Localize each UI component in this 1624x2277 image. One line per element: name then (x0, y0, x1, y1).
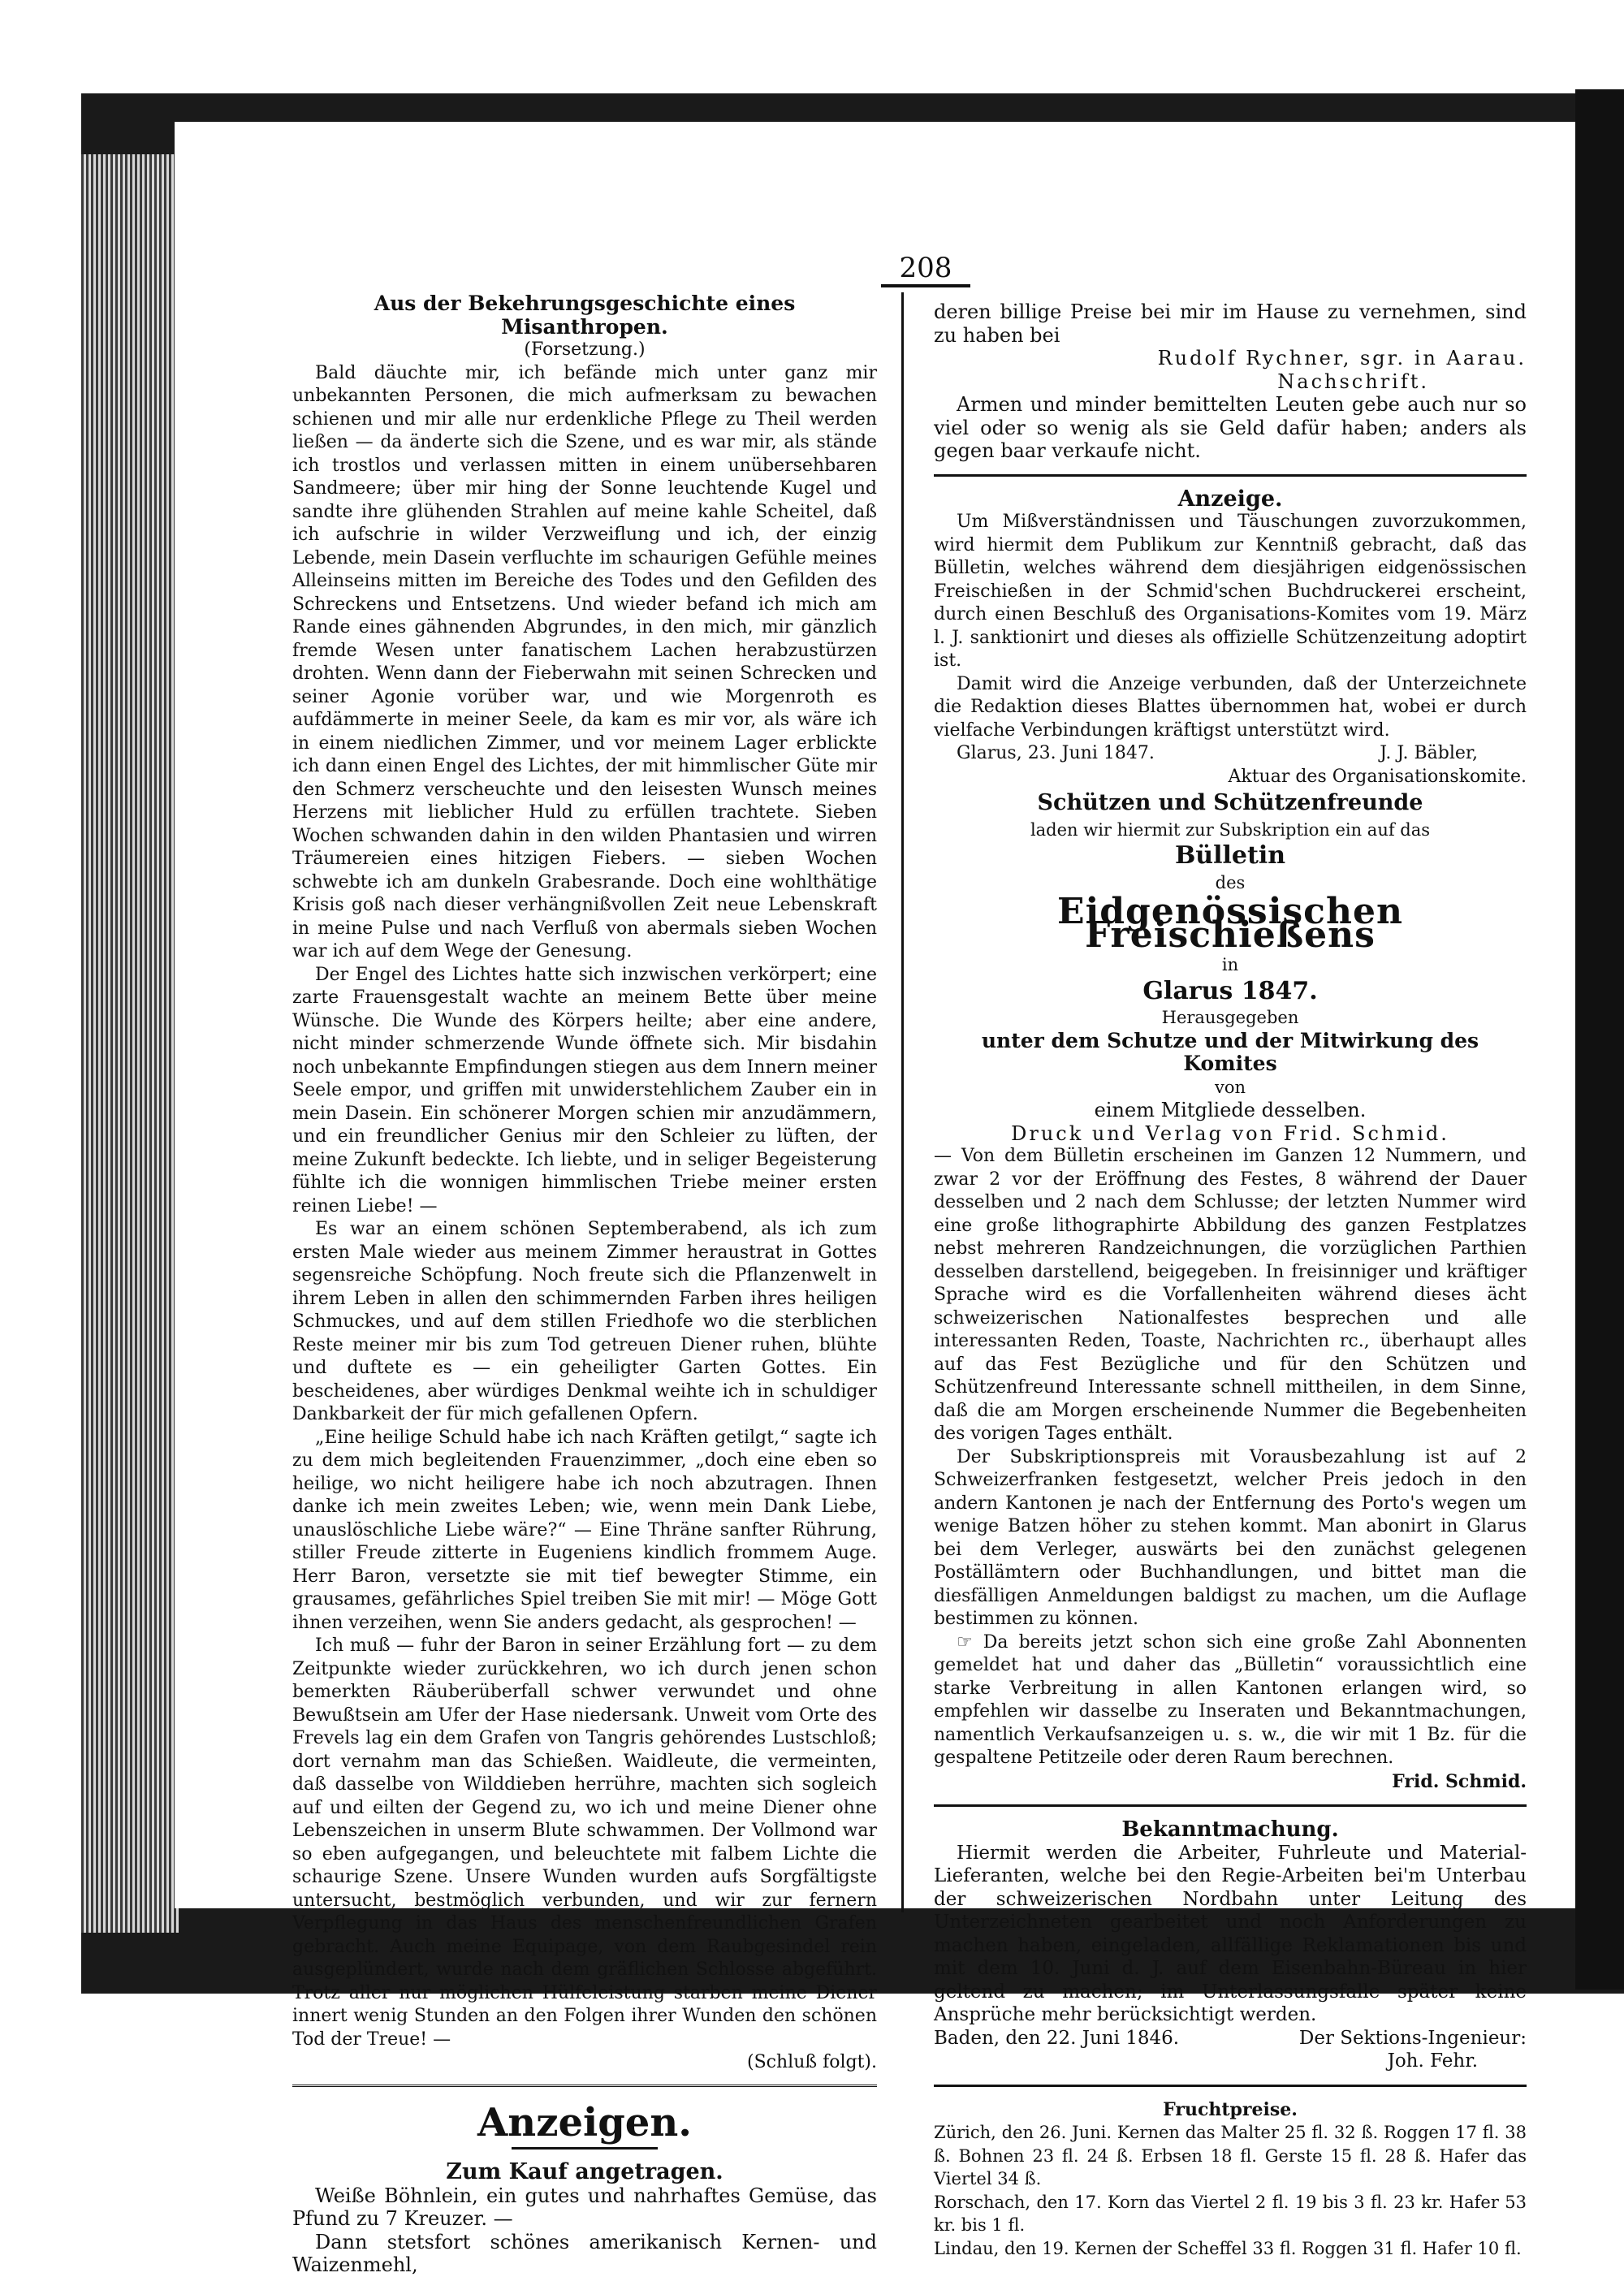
ad-paragraph: Dann stetsfort schönes amerikanisch Kernen- und Waizenmehl, (292, 2230, 877, 2276)
in-line: in (1221, 955, 1239, 974)
postscript-text: Armen und minder bemittelten Leuten gebe auch nur so viel oder so wenig als sie Geld dafür haben; anders als gegen baar verkaufe nicht. (934, 393, 1527, 462)
festival-title: Eidgenössischen Freischießens (1057, 891, 1403, 956)
right-column (934, 300, 1527, 2260)
story-paragraph: Ich muß — fuhr der Baron in seiner Erzählung fort — zu dem Zeitpunkte wieder zurückkehren, wo ich durch jenen schon bemerkten Räuberüberfall schwer verwundet und ohne Bewußtsein am Ufer der Hase niedersank. Unweit vom Orte des Frevels lag ein dem Grafen von Tangris gehörendes Lustschloß; dort vernahm man das Schießen. Waidleute, die vermeinten, daß dasselbe von Wilddieben herrühre, machten sich sogleich auf und eilten der Gegend zu, wo ich und meine Diener ohne Lebenszeichen in unserm Blute schwammen. Der Vollmond war so eben aufgegangen, und beleuchtete mit falbem Lichte die schaurige Szene. Unsere Wunden wurden aufs Sorgfältigste untersucht, bestmöglich verbunden, und wir zur fernern Verpflegung in das Haus des menschenfreundlichen Grafen gebracht. Auch meine Equipage, von dem Raubgesindel rein ausgeplündert, wurde nach dem gräflichen Schlosse abgeführt. Trotz aller nur möglichen Hülfeleistung starben meine Diener innert wenig Stunden an den Folgen ihrer Wunden den schönen Tod der Treue! — (292, 1635, 877, 2050)
grain-price-line: Zürich, den 26. Juni. Kernen das Malter 25 fl. 32 ß. Roggen 17 fl. 38 ß. Bohnen 23 fl. 24 ß. Erbsen 18 fl. Gerste 15 fl. 28 ß. Hafer das Viertel 34 ß. (934, 2123, 1527, 2188)
von-line: von (1214, 1077, 1246, 1097)
story-subtitle: (Forsetzung.) (524, 339, 646, 360)
notice-place-date: Glarus, 23. Juni 1847. (957, 743, 1155, 763)
postscript-label: Nachschrift. (1277, 369, 1429, 393)
patronage-line: unter dem Schutze und der Mitwirkung des Komites (981, 1028, 1479, 1075)
ad-continuation: deren billige Preise bei mir im Hause zu vernehmen, sind zu haben bei (934, 300, 1527, 347)
section-rule (934, 474, 1527, 477)
section-rule (934, 2085, 1527, 2087)
notice-signer-role: Aktuar des Organisationskomite. (1228, 766, 1527, 787)
announcement-signer-role: Der Sektions-Ingenieur: (1298, 2027, 1527, 2049)
column-divider (901, 292, 904, 1912)
shooters-heading: Schützen und Schützenfreunde (1037, 790, 1423, 815)
announcement-heading: Bekanntmachung. (1121, 1817, 1339, 1842)
scan-right-edge (1575, 89, 1624, 1990)
grain-price-line: Lindau, den 19. Kernen der Scheffel 33 fl. Roggen 31 fl. Hafer 10 fl. (934, 2238, 1522, 2258)
des-line: des (1215, 872, 1246, 892)
subscription-invite: laden wir hiermit zur Subskription ein auf das (1030, 819, 1431, 840)
ad-signature: Rudolf Rychner, sgr. in Aarau. (1157, 347, 1527, 369)
short-rule (512, 2147, 658, 2150)
section-rule (292, 2085, 877, 2090)
festival-place-year: Glarus 1847. (1142, 976, 1318, 1005)
printer-line: Druck und Verlag von Frid. Schmid. (1011, 1121, 1449, 1145)
story-paragraph: Der Engel des Lichtes hatte sich inzwischen verkörpert; eine zarte Frauensgestalt wachte an meinem Bette über meine Wünsche. Die Wunde des Körpers heilte; aber eine andere, nicht minder schmerzende Wunde öffnete sich. Mir bisdahin noch unbekannte Empfindungen stiegen aus dem Innern meiner Seele empor, und griffen mit unwiderstehlichem Zauber ein in mein Dasein. Ein schönerer Morgen schien mir anzudämmern, und ein freundlicher Genius mir den Schleier zu lüften, der meine Zukunft bedeckte. Ich liebte, und in seliger Begeisterung fühlte ich die wonnigen himmlischen Triebe meiner ersten reinen Liebe! — (292, 964, 877, 1216)
bulletin-paragraph: ☞ Da bereits jetzt schon sich eine große Zahl Abonnenten gemeldet hat und daher das „Bülletin“ voraussichtlich eine starke Verbreitung in allen Kantonen erlangen wird, so empfehlen wir dasselbe zu Inseraten und Bekanntmachungen, namentlich Verkaufsanzeigen u. s. w., die wir mit 1 Bz. für die gespaltene Petitzeile oder deren Raum berechnen. (934, 1631, 1527, 1768)
advertisements-heading: Anzeigen. (477, 2099, 692, 2145)
announcement-place-date: Baden, den 22. Juni 1846. (934, 2027, 1180, 2049)
grain-prices-heading: Fruchtpreise. (1163, 2098, 1298, 2120)
to-be-continued: (Schluß folgt). (747, 2052, 877, 2072)
notice-signer: J. J. Bäbler, (1380, 743, 1478, 763)
ad-paragraph: Weiße Böhnlein, ein gutes und nahrhaftes Gemüse, das Pfund zu 7 Kreuzer. — (292, 2184, 877, 2230)
grain-price-line: Rorschach, den 17. Korn das Viertel 2 fl. 19 bis 3 fl. 23 kr. Hafer 53 kr. bis 1 fl. (934, 2192, 1527, 2235)
bulletin-paragraph: Der Subskriptionspreis mit Vorausbezahlung ist auf 2 Schweizerfranken festgesetzt, welcher Preis jedoch in den andern Kantonen je nach der Entfernung des Porto's wegen um wenige Batzen höher zu stehen kommt. Man abonirt in Glarus bei dem Verleger, auswärts bei den zunächst gelegenen Poställämtern oder Buchhandlungen, und bittet man die diesfälligen Anmeldungen baldigst zu machen, um die Auflage bestimmen zu können. (934, 1446, 1527, 1629)
announcement-signer: Joh. Fehr. (1387, 2050, 1478, 2072)
bulletin-signature: Frid. Schmid. (1392, 1770, 1527, 1792)
notice-paragraph: Um Mißverständnissen und Täuschungen zuvorzukommen, wird hiermit dem Publikum zur Kenntniß gebracht, daß das Bülletin, welches während dem diesjährigen eidgenössischen Freischießen in der Schmid'schen Buchdruckerei erscheint, durch einen Beschluß des Organisations-Komites vom 19. März l. J. sanktionirt und dieses als offizielle Schützenzeitung adoptirt ist. (934, 512, 1527, 671)
notice-signature-row (934, 742, 1527, 766)
bulletin-paragraph: — Von dem Bülletin erscheinen im Ganzen 12 Nummern, und zwar 2 vor der Eröffnung des Festes, 8 während der Dauer desselben und 2 nach dem Schlusse; der letzten Nummer wird eine große lithographirte Abbildung des ganzen Festplatzes nebst mehreren Randzeichnungen, die vorzüglichen Parthien desselben darstellend, beigegeben. In freisinniger und kräftiger Sprache wird es die Vorfallenheiten während dieses ächt schweizerischen Nationalfestes besprechen und alle interessanten Reden, Toaste, Nachrichten rc., überhaupt alles auf das Fest Bezügliche und für den Schützen und Schützenfreund Interessante schnell mittheilen, in dem Sinne, daß die am Morgen erscheinende Nummer die Begebenheiten des vorigen Tages enthält. (934, 1146, 1527, 1444)
bulletin-title: Bülletin (1174, 841, 1286, 870)
page-number: 208 (881, 252, 970, 287)
announcement-paragraph: Hiermit werden die Arbeiter, Fuhrleute und Material-Lieferanten, welche bei den Regie-Arbeiten bei'm Unterbau der schweizerischen Nordbahn unter Leitung des Unterzeichneten gearbeitet und noch Anforderungen zu machen haben, eingeladen, allfällige Reklamationen bis und mit dem 10. Juni d. J. auf dem Eisenbahn-Büreau in hier geltend zu machen; im Unterlassungsfalle später keine Ansprüche mehr berücksichtigt werden. (934, 1842, 1527, 2025)
notice-heading: Anzeige. (1177, 486, 1283, 512)
publisher-note: Herausgegeben (1161, 1008, 1299, 1027)
member-line: einem Mitgliede desselben. (1094, 1099, 1367, 1121)
story-paragraph: „Eine heilige Schuld habe ich nach Kräften getilgt,“ sagte ich zu dem mich begleitenden Frauenzimmer, „doch eine eben so heilige, wo nicht heiligere habe ich noch abzutragen. Ihnen danke ich mein zweites Leben; wie, wenn mein Dank Liebe, unauslöschliche Liebe wäre?“ — Eine Thräne sanfter Rührung, stiller Freude zitterte in Eugeniens kindlich frommem Auge. Herr Baron, versetzte sie mit tief bewegter Stimme, ein grausames, gefährliches Spiel treiben Sie mit mir! — Möge Gott ihnen verzeihen, wenn Sie anders gedacht, als gesprochen! — (292, 1427, 877, 1633)
book-page-edges (81, 154, 179, 1933)
story-paragraph: Bald däuchte mir, ich befände mich unter ganz mir unbekannten Personen, die mich aufmerksam zu bewachen schienen und mir alle nur erdenkliche Pflege zu Theil werden ließen — da änderte sich die Szene, und es war mir, als stände ich trostlos und verlassen mitten in einem unübersehbaren Sandmeere; über mir hing der Sonne leuchtende Kugel und sandte ihre glühenden Strahlen auf meine kahle Scheitel, daß ich aufschrie in wilder Verzweiflung und ich, der einzig Lebende, mein Dasein verfluchte im schaurigen Gefühle meines Alleinseins mitten im Bereiche des Todes und den Gefilden des Schreckens und Entsetzens. Und wieder befand ich mich am Rande eines gähnenden Abgrundes, in den mich, mir gänzlich fremde Wesen unter fanatischem Lachen herabzustürzen drohten. Wenn dann der Fieberwahn mit seinen Schrecken und seiner Agonie vorüber war, und wie Morgenroth es aufdämmerte in meiner Seele, da kam es mir vor, als wäre ich in einem niedlichen Zimmer, und vor meinem Lager erblickte ich dann einen Engel des Lichtes, der mit himmlischer Güte mir den Schmerz verscheuchte und den leisesten Wunsch meines Herzens mit lieblicher Huld zu erfüllen trachtete. Sieben Wochen schwanden dahin in den wilden Phantasien und wirren Träumereien eines hitzigen Fiebers. — sieben Wochen schwebte ich am dunkeln Grabesrande. Doch eine wohlthätige Krisis goß nach dieser verhängnißvollen Zeit neue Lebenskraft in meine Pulse und nach Verfluß von abermals sieben Wochen war ich auf dem Wege der Genesung. (292, 362, 877, 961)
for-sale-heading: Zum Kauf angetragen. (446, 2159, 723, 2184)
notice-paragraph: Damit wird die Anzeige verbunden, daß der Unterzeichnete die Redaktion dieses Blattes übernommen hat, wobei er durch vielfache Verbindungen kräftigst unterstützt wird. (934, 673, 1527, 741)
announcement-signature-row (934, 2027, 1527, 2050)
story-title: Aus der Bekehrungsgeschichte eines Misanthropen. (374, 292, 796, 339)
left-column (292, 292, 877, 2277)
section-rule (934, 1804, 1527, 1807)
story-paragraph: Es war an einem schönen Septemberabend, als ich zum ersten Male wieder aus meinem Zimmer heraustrat in Gottes segensreiche Schöpfung. Noch freute sich die Pflanzenwelt in ihrem Leben in allen den schimmernden Farben ihres heiligen Schmuckes, und auf dem stillen Friedhofe wo die sterblichen Reste meiner mir bis zum Tod getreuen Diener ruhen, blühte und duftete es — ein geheiligter Garten Gottes. Ein bescheidenes, aber würdiges Denkmal weihte ich in schuldiger Dankbarkeit der für mich gefallenen Opfern. (292, 1219, 877, 1424)
